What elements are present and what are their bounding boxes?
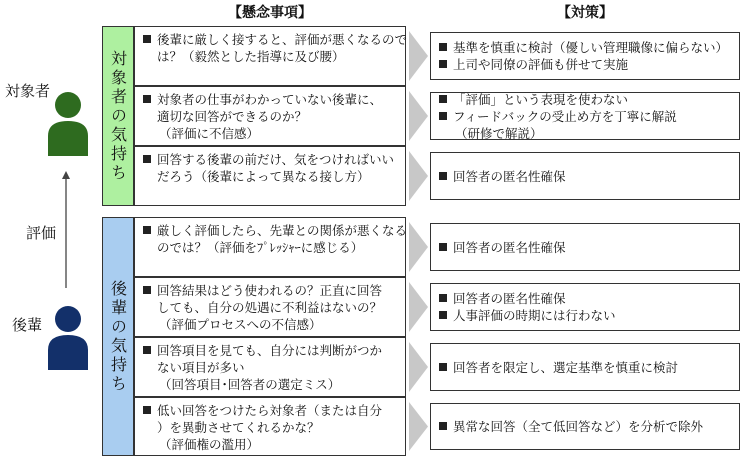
- concern-box: [134, 26, 406, 86]
- concern-text: 低い回答をつけたら対象者（または自分: [143, 402, 399, 419]
- square-bullet-icon: [439, 243, 447, 251]
- concern-text: 厳しく評価したら、先輩との関係が悪くなる: [143, 222, 399, 239]
- concern-note: （評価に不信感）: [159, 126, 260, 141]
- square-bullet-icon: [439, 60, 447, 68]
- concern-box: [134, 277, 406, 337]
- concern-text: 回答する後輩の前だけ、気をつければいい: [143, 151, 399, 168]
- measure-item: 人事評価の時期には行わない: [439, 307, 733, 324]
- square-bullet-icon: [143, 35, 151, 43]
- measure-item: 上司や同僚の評価も併せて実施: [439, 56, 733, 73]
- square-bullet-icon: [143, 406, 151, 414]
- measures-header: 【対策】: [557, 5, 613, 21]
- chevron-right-icon: [409, 222, 428, 272]
- concern-box: [134, 337, 406, 397]
- measure-box: [430, 92, 740, 140]
- junior-feelings-label: 後輩の気持ち: [102, 217, 134, 456]
- chevron-right-icon: [409, 151, 428, 201]
- concern-text: ない項目が多い: [157, 360, 245, 375]
- square-bullet-icon: [439, 294, 447, 302]
- concern-box: [134, 86, 406, 146]
- square-bullet-icon: [439, 422, 447, 430]
- concern-text: 対象者の仕事がわかっていない後輩に、: [143, 91, 399, 108]
- concern-text: 回答結果はどう使われるの？正直に回答: [143, 282, 399, 299]
- measure-item: 回答者の匿名性確保: [439, 239, 733, 256]
- concern-text: だろう（後輩によって異なる接し方）: [157, 169, 370, 184]
- concern-note: （評価権の濫用）: [159, 437, 260, 452]
- square-bullet-icon: [143, 95, 151, 103]
- concern-box: [134, 397, 406, 456]
- measure-item: 回答者の匿名性確保: [439, 168, 733, 185]
- measure-box: [430, 223, 740, 271]
- concern-text: 後輩に厳しく接すると、評価が悪くなるので: [143, 31, 399, 48]
- chevron-right-icon: [409, 402, 428, 451]
- measure-box: [430, 283, 740, 331]
- concern-text: 回答項目を見ても、自分には判断がつか: [143, 342, 399, 359]
- chevron-right-icon: [409, 282, 428, 332]
- square-bullet-icon: [143, 226, 151, 234]
- measure-note: （研修で解説）: [455, 125, 543, 141]
- square-bullet-icon: [439, 172, 447, 180]
- measure-item: 回答者の匿名性確保: [439, 290, 733, 307]
- concern-text: しても、自分の処遇に不利益はないの？: [157, 300, 383, 315]
- measure-box: [430, 343, 740, 391]
- square-bullet-icon: [439, 311, 447, 319]
- measure-box: [430, 403, 740, 450]
- measure-box: [430, 32, 740, 80]
- concern-text: ）を異動させてくれるかな？: [157, 420, 320, 435]
- square-bullet-icon: [143, 286, 151, 294]
- subject-label: 対象者: [5, 82, 51, 100]
- square-bullet-icon: [439, 112, 447, 120]
- chevron-right-icon: [409, 91, 428, 141]
- concern-text: は？（毅然とした指導に及び腰）: [157, 49, 345, 64]
- concern-box: [134, 146, 406, 206]
- junior-label: 後輩: [12, 316, 43, 334]
- chevron-right-icon: [409, 342, 428, 392]
- concerns-header: 【懸念事項】: [228, 5, 312, 21]
- measure-item: 基準を慎重に検討（優しい管理職像に偏らない）: [439, 39, 733, 56]
- square-bullet-icon: [143, 346, 151, 354]
- square-bullet-icon: [439, 43, 447, 51]
- concern-note: （評価プロセスへの不信感）: [159, 317, 322, 332]
- measure-box: [430, 152, 740, 200]
- concern-box: [134, 217, 406, 277]
- measure-item: 回答者を限定し、選定基準を慎重に検討: [439, 359, 733, 376]
- measure-item: 異常な回答（全て低回答など）を分析で除外: [439, 418, 733, 435]
- square-bullet-icon: [439, 95, 447, 103]
- evaluation-label: 評価: [26, 224, 57, 242]
- junior-person-icon: [44, 304, 92, 370]
- measure-item: 「評価」という表現を使わない: [439, 91, 733, 108]
- concern-text: のでは？（評価をﾌﾟﾚｯｼｬｰに感じる）: [157, 240, 364, 255]
- square-bullet-icon: [439, 363, 447, 371]
- subject-person-icon: [44, 90, 92, 156]
- subject-feelings-label: 対象者の気持ち: [102, 26, 134, 206]
- chevron-right-icon: [409, 31, 428, 81]
- concern-text: 適切な回答ができるのか？: [157, 109, 308, 124]
- measure-item: フィードバックの受止め方を丁寧に解説: [439, 108, 733, 125]
- concern-note: （回答項目･回答者の選定ミス）: [159, 377, 341, 392]
- evaluation-arrow-icon: [58, 170, 74, 290]
- square-bullet-icon: [143, 155, 151, 163]
